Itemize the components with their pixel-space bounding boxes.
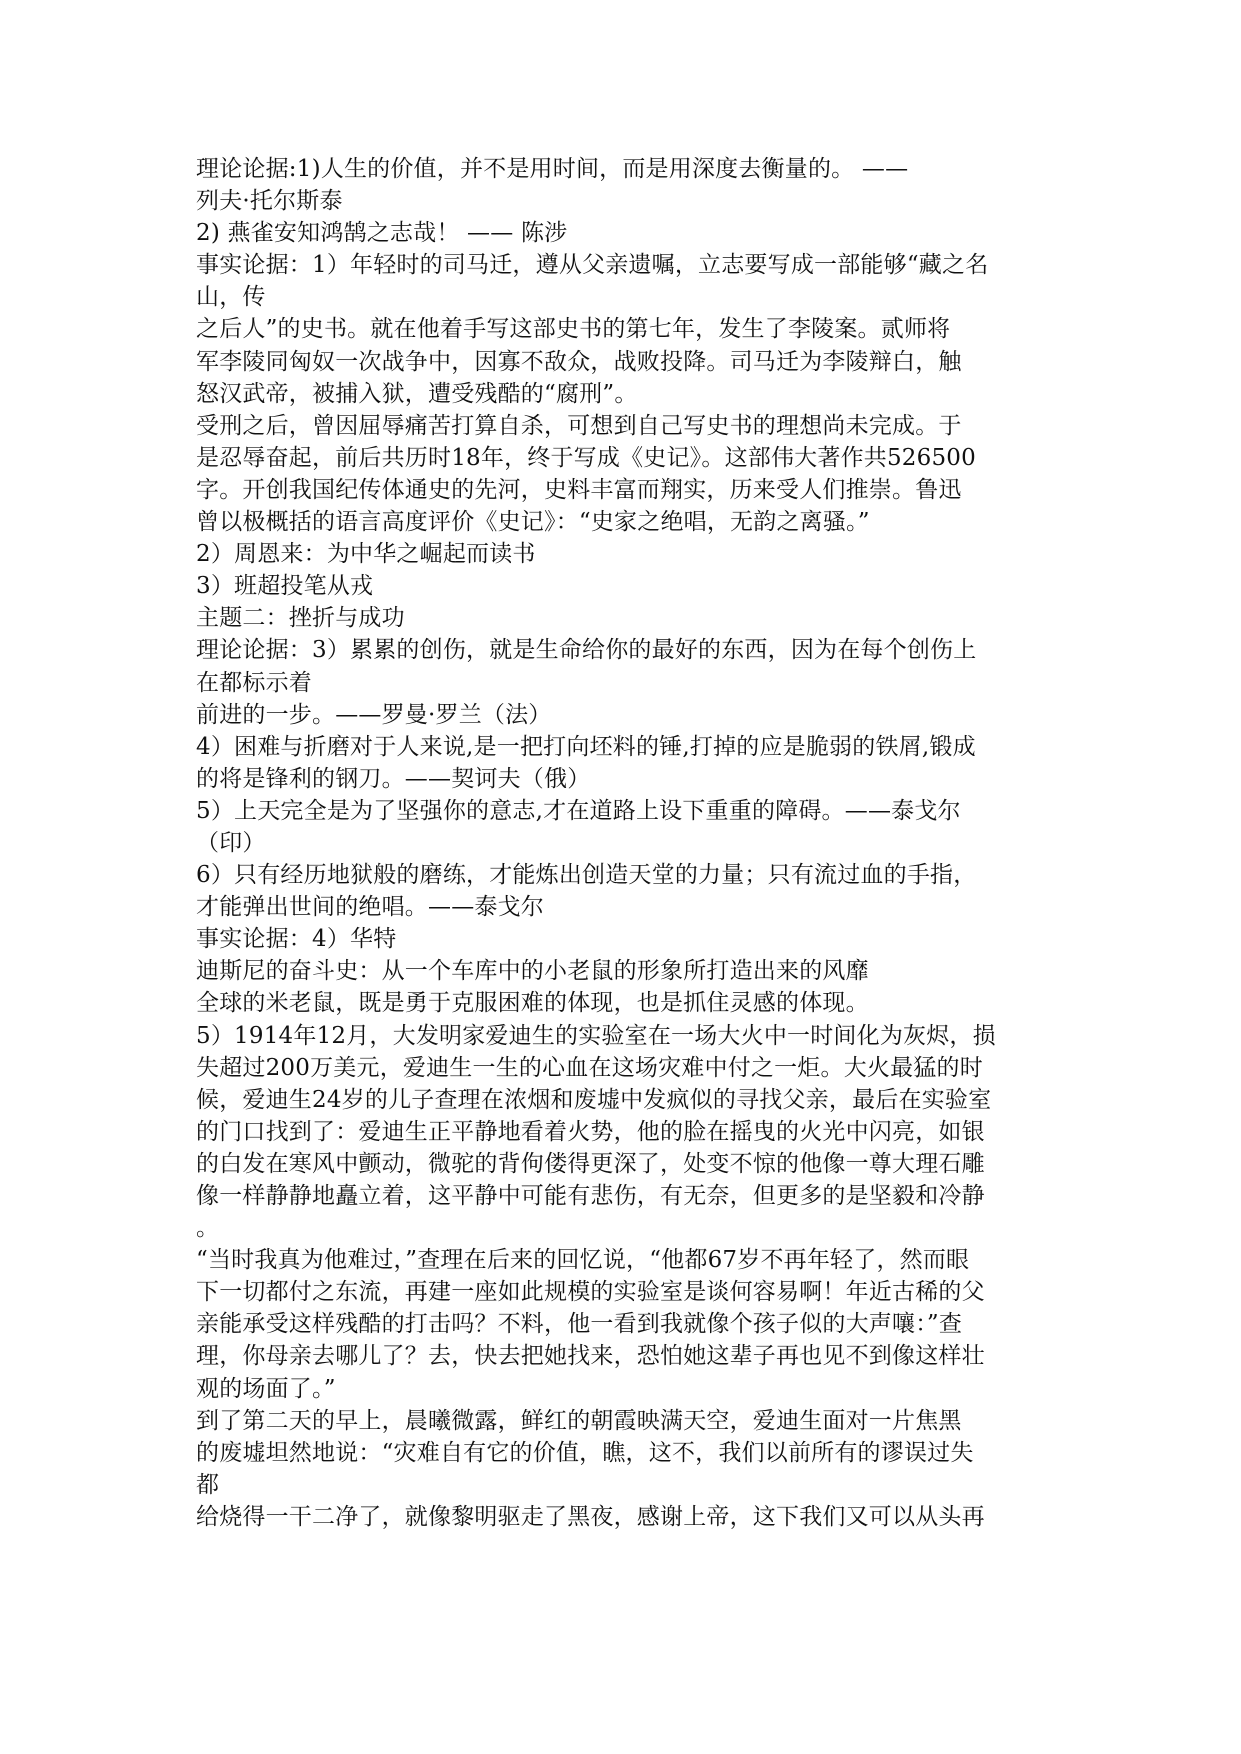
- text-line: 受刑之后，曾因屈辱痛苦打算自杀，可想到自己写史书的理想尚未完成。于: [196, 412, 962, 439]
- section-heading: 主题二：挫折与成功: [196, 605, 405, 632]
- text-line: 给烧得一干二净了，就像黎明驱走了黑夜，感谢上帝，这下我们又可以从头再: [196, 1503, 985, 1530]
- text-line: 理论论据:1)人生的价值，并不是用时间，而是用深度去衡量的。 ——: [196, 156, 909, 182]
- text-line: 全球的米老鼠，既是勇于克服困难的体现，也是抓住灵感的体现。: [196, 990, 869, 1017]
- document-body: [196, 153, 1066, 1533]
- text-line: “当时我真为他难过，”查理在后来的回忆说，“他都67岁不再年轻了，然而眼: [196, 1247, 970, 1274]
- text-line: 之后人”的史书。就在他着手写这部史书的第七年，发生了李陵案。贰师将: [196, 316, 951, 343]
- text-line: 5）1914年12月，大发明家爱迪生的实验室在一场大火中一时间化为灰烬，损: [196, 1022, 996, 1049]
- text-line: 的白发在寒风中颤动，微驼的背佝偻得更深了，处变不惊的他像一尊大理石雕: [196, 1150, 985, 1177]
- text-line: （印）: [196, 829, 266, 856]
- text-line: 观的场面了。”: [196, 1375, 336, 1402]
- text-line: 才能弹出世间的绝唱。——泰戈尔: [196, 894, 544, 921]
- text-line: 列夫·托尔斯泰: [196, 188, 343, 215]
- text-line: 2) 燕雀安知鸿鹄之志哉！ —— 陈涉: [196, 220, 568, 247]
- text-line: 到了第二天的早上，晨曦微露，鲜红的朝霞映满天空，爱迪生面对一片焦黑: [196, 1407, 962, 1434]
- text-line: 军李陵同匈奴一次战争中，因寡不敌众，战败投降。司马迁为李陵辩白，触: [196, 348, 962, 375]
- text-line: 理论论据：3）累累的创伤，就是生命给你的最好的东西，因为在每个创伤上: [196, 637, 977, 664]
- text-line: 曾以极概括的语言高度评价《史记》：“史家之绝唱，无韵之离骚。”: [196, 509, 870, 536]
- text-line: 失超过200万美元，爱迪生一生的心血在这场灾难中付之一炬。大火最猛的时: [196, 1054, 983, 1081]
- text-line: 理，你母亲去哪儿了？去，快去把她找来，恐怕她这辈子再也见不到像这样壮: [196, 1343, 985, 1370]
- text-line: 在都标示着: [196, 669, 312, 696]
- text-line: 5）上天完全是为了坚强你的意志,才在道路上设下重重的障碍。——泰戈尔: [196, 797, 961, 824]
- text-line: 的将是锋利的钢刀。——契诃夫（俄）: [196, 765, 591, 792]
- text-line: 都: [196, 1471, 220, 1498]
- text-line: 6）只有经历地狱般的磨练，才能炼出创造天堂的力量；只有流过血的手指，: [196, 862, 977, 889]
- text-line: 2）周恩来：为中华之崛起而读书: [196, 541, 536, 568]
- text-line: 候，爱迪生24岁的儿子查理在浓烟和废墟中发疯似的寻找父亲，最后在实验室: [196, 1086, 992, 1113]
- text-line: 山，传: [196, 284, 266, 311]
- text-line: 事实论据：4）华特: [196, 926, 397, 953]
- text-line: 是忍辱奋起，前后共历时18年，终于写成《史记》。这部伟大著作共526500: [196, 444, 976, 471]
- text-line: 迪斯尼的奋斗史：从一个车库中的小老鼠的形象所打造出来的风靡: [196, 958, 869, 985]
- text-line: 4）困难与折磨对于人来说,是一把打向坯料的锤,打掉的应是脆弱的铁屑,锻成: [196, 733, 976, 760]
- text-line: 3）班超投笔从戎: [196, 573, 374, 600]
- text-line: 。: [196, 1215, 220, 1242]
- text-line: 下一切都付之东流，再建一座如此规模的实验室是谈何容易啊！年近古稀的父: [196, 1279, 985, 1306]
- text-line: 怒汉武帝，被捕入狱，遭受残酷的“腐刑”。: [196, 380, 638, 407]
- text-line: 前进的一步。——罗曼·罗兰（法）: [196, 701, 552, 728]
- text-line: 事实论据：1）年轻时的司马迁，遵从父亲遗嘱，立志要写成一部能够“藏之名: [196, 252, 989, 279]
- text-line: 字。开创我国纪传体通史的先河，史料丰富而翔实，历来受人们推崇。鲁迅: [196, 476, 962, 503]
- text-line: 的门口找到了：爱迪生正平静地看着火势，他的脸在摇曳的火光中闪亮，如银: [196, 1118, 985, 1145]
- text-line: 的废墟坦然地说：“灾难自有它的价值，瞧，这不，我们以前所有的谬误过失: [196, 1439, 974, 1466]
- text-line: 像一样静静地矗立着，这平静中可能有悲伤，有无奈，但更多的是坚毅和冷静: [196, 1183, 985, 1209]
- text-line: 亲能承受这样残酷的打击吗？不料，他一看到我就像个孩子似的大声嚷：”查: [196, 1311, 963, 1338]
